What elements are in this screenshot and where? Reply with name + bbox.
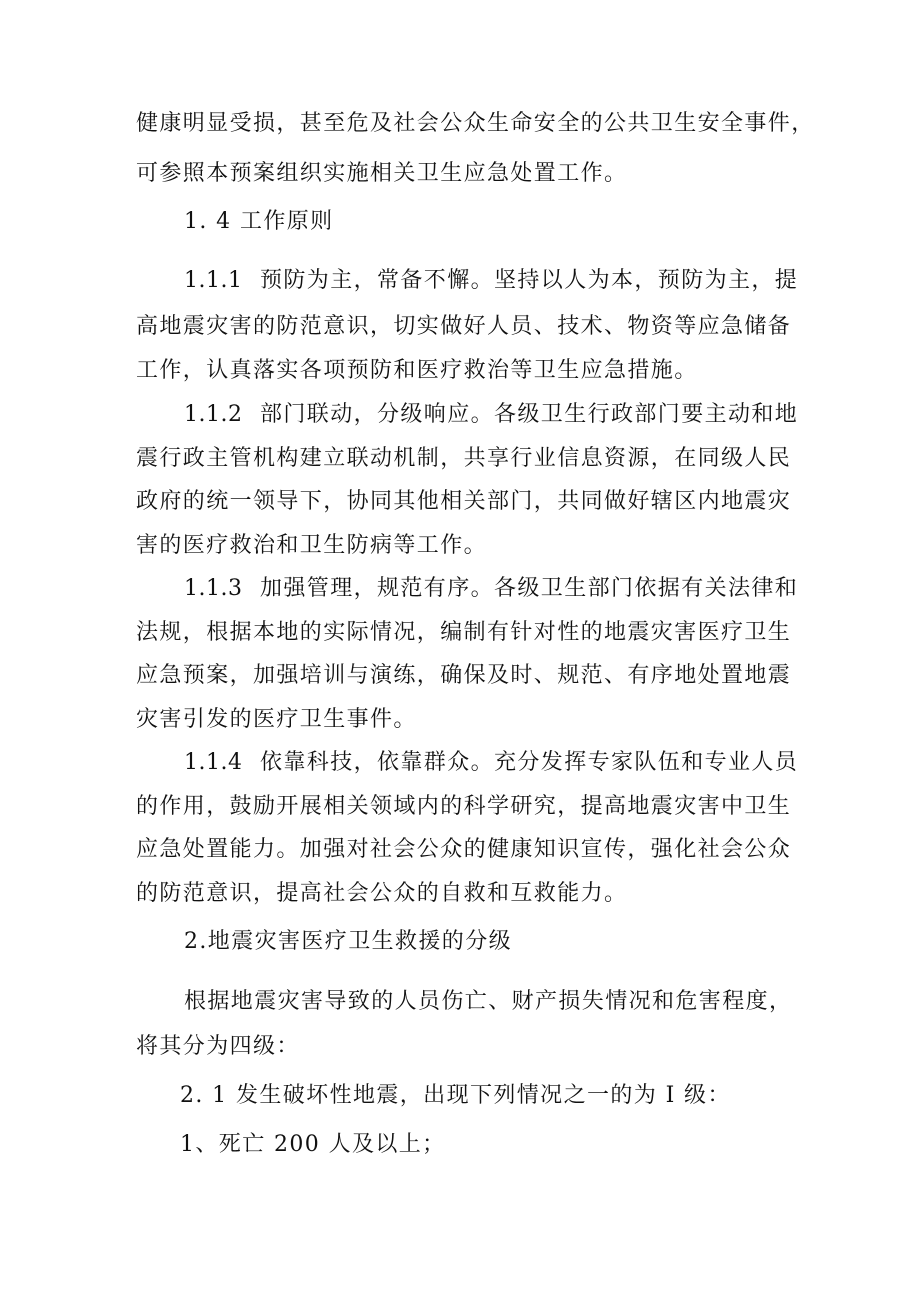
principle-4-line-3: 应急处置能力。加强对社会公众的健康知识宣传，强化社会公众 [136,837,792,862]
principle-1-first-line [184,266,798,296]
principle-1-line-1: 预防为主，常备不懈。坚持以人为本，预防为主，提 [260,268,799,293]
principle-2-line-2: 震行政主管机构建立联动机制，共享行业信息资源，在同级人民 [136,446,792,471]
principle-3-number: 1.1.3 [184,576,243,601]
principle-3-line-1: 加强管理，规范有序。各级卫生部门依据有关法律和 [260,576,799,601]
section-2-para-line-2: 将其分为四级： [136,1034,300,1059]
principle-3-line-3: 应急预案，加强培训与演练，确保及时、规范、有序地处置地震 [136,663,792,688]
section-1-4-heading: 1. 4 工作原则 [184,209,334,234]
principle-2-line-1: 部门联动，分级响应。各级卫生行政部门要主动和地 [260,402,799,427]
list-item-1: 1、死亡 200 人及以上； [180,1132,446,1157]
principle-1-number: 1.1.1 [184,268,243,293]
intro-line-1: 健康明显受损，甚至危及社会公众生命安全的公共卫生安全事件， [136,111,815,136]
principle-1-line-3: 工作，认真落实各项预防和医疗救治等卫生应急措施。 [136,358,698,383]
principle-1-line-2: 高地震灾害的防范意识，切实做好人员、技术、物资等应急储备 [136,314,792,339]
principle-2-line-3: 政府的统一领导下，协同其他相关部门，共同做好辖区内地震灾 [136,489,792,514]
principle-2-first-line [184,400,798,430]
principle-2-number: 1.1.2 [184,402,243,427]
principle-3-line-4: 灾害引发的医疗卫生事件。 [136,707,417,732]
section-2-para-line-1: 根据地震灾害导致的人员伤亡、财产损失情况和危害程度， [184,989,793,1014]
principle-2-line-4: 害的医疗救治和卫生防病等工作。 [136,533,488,558]
principle-4-number: 1.1.4 [184,750,243,775]
principle-3-line-2: 法规，根据本地的实际情况，编制有针对性的地震灾害医疗卫生 [136,620,792,645]
principle-4-line-4: 的防范意识，提高社会公众的自救和互救能力。 [136,881,628,906]
section-2-1-heading: 2. 1 发生破坏性地震，出现下列情况之一的为 I 级： [180,1083,731,1108]
principle-3-first-line [184,574,798,604]
principle-4-line-2: 的作用，鼓励开展相关领域内的科学研究，提高地震灾害中卫生 [136,794,792,819]
principle-4-first-line [184,748,798,778]
section-2-heading: 2.地震灾害医疗卫生救援的分级 [184,929,512,954]
intro-line-2: 可参照本预案组织实施相关卫生应急处置工作。 [136,161,628,186]
principle-4-line-1: 依靠科技，依靠群众。充分发挥专家队伍和专业人员 [260,750,799,775]
